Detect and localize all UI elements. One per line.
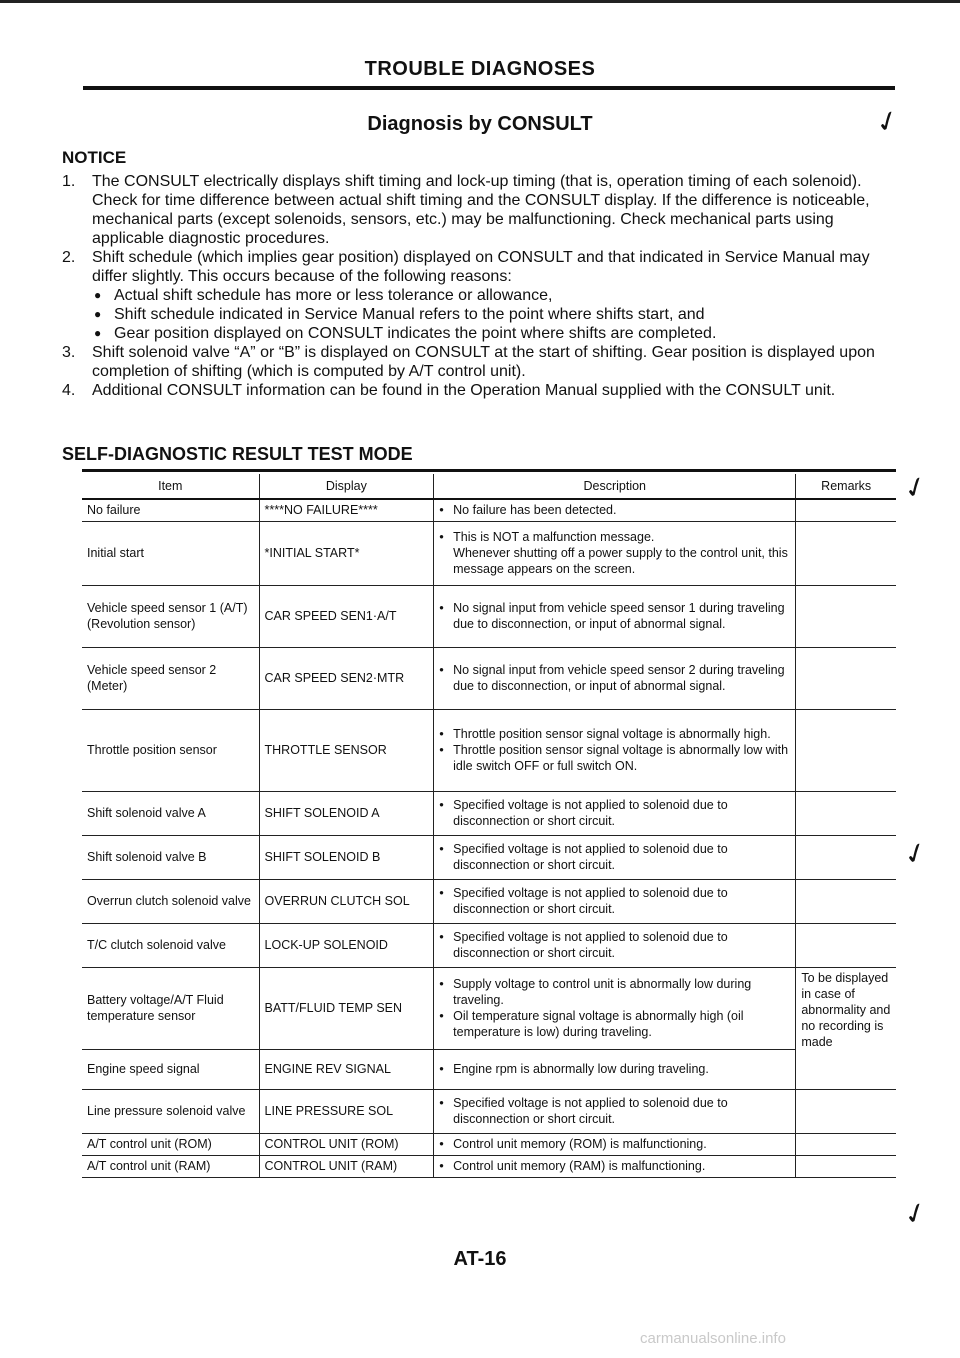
desc-line: ● Specified voltage is not applied to solenoid due to disconnection or short circuit. [439, 885, 790, 917]
notice-bullet: ● Actual shift schedule has more or less tolerance or allowance, [92, 286, 898, 305]
notice-heading: NOTICE [62, 148, 127, 167]
cell-item: A/T control unit (RAM) [82, 1155, 259, 1177]
cell-display: CONTROL UNIT (RAM) [259, 1155, 434, 1177]
desc-line: ● Engine rpm is abnormally low during traveling. [439, 1061, 790, 1077]
cell-display: BATT/FLUID TEMP SEN [259, 967, 434, 1049]
section-title: Diagnosis by CONSULT [367, 113, 593, 135]
cell-description [434, 521, 796, 585]
cell-remarks: To be displayed in case of abnormality and no recording is made [796, 967, 896, 1089]
desc-line: ● This is NOT a malfunction message. [439, 529, 790, 545]
cell-item: Vehicle speed sensor 1 (A/T) (Revolution sensor) [82, 585, 259, 647]
table-row [82, 879, 896, 923]
notice-bullet: ● Shift schedule indicated in Service Manual refers to the point where shifts start, and [92, 305, 898, 324]
cell-display: ****NO FAILURE**** [259, 499, 434, 521]
desc-line: ● Specified voltage is not applied to solenoid due to disconnection or short circuit. [439, 929, 790, 961]
cell-description [434, 1049, 796, 1089]
cell-item: Shift solenoid valve B [82, 835, 259, 879]
notice-text: Shift schedule (which implies gear position) displayed on CONSULT and that indicated in Service Manual may differ slightly. This occurs because of the following reasons: [92, 249, 870, 285]
notice-item [62, 381, 898, 400]
cell-item: Vehicle speed sensor 2 (Meter) [82, 647, 259, 709]
desc-line: ● Throttle position sensor signal voltage is abnormally low with idle switch OFF or full switch ON. [439, 742, 790, 774]
desc-line: ● No signal input from vehicle speed sensor 2 during traveling due to disconnection, or input of abnormal signal. [439, 662, 790, 694]
table-row [82, 835, 896, 879]
cell-display: OVERRUN CLUTCH SOL [259, 879, 434, 923]
cell-item: Line pressure solenoid valve [82, 1089, 259, 1133]
cell-display: LOCK-UP SOLENOID [259, 923, 434, 967]
table-row [82, 521, 896, 585]
table-row [82, 1155, 896, 1177]
desc-line: ● Throttle position sensor signal voltage is abnormally high. [439, 726, 790, 742]
notice-bullet: ● Gear position displayed on CONSULT indicates the point where shifts are completed. [92, 324, 898, 343]
cell-display: SHIFT SOLENOID A [259, 791, 434, 835]
notice-list [62, 172, 898, 400]
notice-text: The CONSULT electrically displays shift timing and lock-up timing (that is, operation timing of each solenoid). [92, 173, 862, 190]
cell-item: Overrun clutch solenoid valve [82, 879, 259, 923]
desc-line: ● Specified voltage is not applied to solenoid due to disconnection or short circuit. [439, 1095, 790, 1127]
watermark: carmanualsonline.info [640, 1330, 786, 1347]
cell-description [434, 879, 796, 923]
desc-line: ● No failure has been detected. [439, 502, 790, 518]
cell-description [434, 835, 796, 879]
notice-number: 1. [62, 173, 76, 190]
notice-number: 4. [62, 382, 76, 399]
table-top-rule [82, 469, 896, 472]
revision-check-icon: ✓ [899, 834, 932, 873]
cell-description [434, 967, 796, 1049]
cell-item: No failure [82, 499, 259, 521]
table-row [82, 1049, 896, 1089]
table-row [82, 499, 896, 521]
table-row [82, 923, 896, 967]
notice-text: Additional CONSULT information can be found in the Operation Manual supplied with the CONSULT unit. [92, 382, 836, 399]
column-header-description: Description [434, 474, 796, 499]
cell-description [434, 1133, 796, 1155]
page-number: AT-16 [453, 1248, 507, 1270]
cell-description [434, 1155, 796, 1177]
cell-item: Initial start [82, 521, 259, 585]
column-header-display: Display [259, 474, 434, 499]
desc-line: ● No signal input from vehicle speed sensor 1 during traveling due to disconnection, or input of abnormal signal. [439, 600, 790, 632]
cell-item: Battery voltage/A/T Fluid temperature sensor [82, 967, 259, 1049]
cell-display: ENGINE REV SIGNAL [259, 1049, 434, 1089]
notice-number: 2. [62, 249, 76, 266]
cell-display: CAR SPEED SEN1·A/T [259, 585, 434, 647]
cell-item: Throttle position sensor [82, 709, 259, 791]
cell-item: A/T control unit (ROM) [82, 1133, 259, 1155]
desc-line: ● Oil temperature signal voltage is abnormally high (oil temperature is low) during traveling. [439, 1008, 790, 1040]
cell-description [434, 791, 796, 835]
notice-text: Shift solenoid valve “A” or “B” is displayed on CONSULT at the start of shifting. Gear position is displayed upon completion of shifting (which is computed by A/T control unit). [92, 344, 875, 380]
cell-display: *INITIAL START* [259, 521, 434, 585]
table-header-row [82, 474, 896, 499]
table-row [82, 967, 896, 1049]
cell-remarks [796, 1133, 896, 1155]
cell-remarks [796, 1089, 896, 1133]
self-diagnostic-table [82, 474, 896, 1178]
desc-line: ● Control unit memory (RAM) is malfunctioning. [439, 1158, 790, 1174]
table-row [82, 585, 896, 647]
cell-display: SHIFT SOLENOID B [259, 835, 434, 879]
table-row [82, 1089, 896, 1133]
notice-item [62, 172, 898, 248]
revision-check-icon: ✓ [899, 1194, 932, 1233]
header-rule [83, 86, 895, 90]
cell-display: LINE PRESSURE SOL [259, 1089, 434, 1133]
cell-item: Shift solenoid valve A [82, 791, 259, 835]
cell-description [434, 923, 796, 967]
table-row [82, 709, 896, 791]
cell-description [434, 647, 796, 709]
cell-item: Engine speed signal [82, 1049, 259, 1089]
cell-remarks [796, 791, 896, 835]
revision-check-icon: ✓ [899, 468, 932, 507]
cell-remarks [796, 585, 896, 647]
self-diagnostic-heading: SELF-DIAGNOSTIC RESULT TEST MODE [62, 444, 413, 464]
cell-description [434, 1089, 796, 1133]
cell-remarks [796, 1155, 896, 1177]
cell-display: CONTROL UNIT (ROM) [259, 1133, 434, 1155]
cell-remarks [796, 835, 896, 879]
desc-line: ● Specified voltage is not applied to solenoid due to disconnection or short circuit. [439, 841, 790, 873]
cell-description [434, 709, 796, 791]
desc-bracket-note: Whenever shutting off a power supply to the control unit, this message appears on the screen. [453, 546, 788, 576]
cell-display: THROTTLE SENSOR [259, 709, 434, 791]
cell-display: CAR SPEED SEN2·MTR [259, 647, 434, 709]
cell-description [434, 499, 796, 521]
desc-line: ● Specified voltage is not applied to solenoid due to disconnection or short circuit. [439, 797, 790, 829]
desc-line: ● Control unit memory (ROM) is malfunctioning. [439, 1136, 790, 1152]
cell-remarks [796, 499, 896, 521]
cell-item: T/C clutch solenoid valve [82, 923, 259, 967]
cell-remarks [796, 879, 896, 923]
table-row [82, 647, 896, 709]
column-header-remarks: Remarks [796, 474, 896, 499]
revision-check-icon: ✓ [871, 102, 904, 141]
desc-line: ● Supply voltage to control unit is abnormally low during traveling. [439, 976, 790, 1008]
cell-remarks [796, 521, 896, 585]
notice-text: Check for time difference between actual shift timing and the CONSULT display. If the difference is noticeable, mechanical parts (except solenoids, sensors, etc.) may be malfunctioning. Check mechanical parts using applicable diagnostic procedures. [92, 192, 870, 247]
table-row [82, 1133, 896, 1155]
top-border-line [0, 0, 960, 3]
cell-remarks [796, 923, 896, 967]
cell-remarks [796, 647, 896, 709]
notice-number: 3. [62, 344, 76, 361]
notice-item [62, 248, 898, 343]
cell-description [434, 585, 796, 647]
table-row [82, 791, 896, 835]
column-header-item: Item [82, 474, 259, 499]
notice-item [62, 343, 898, 381]
cell-remarks [796, 709, 896, 791]
page-header-title: TROUBLE DIAGNOSES [364, 58, 596, 80]
